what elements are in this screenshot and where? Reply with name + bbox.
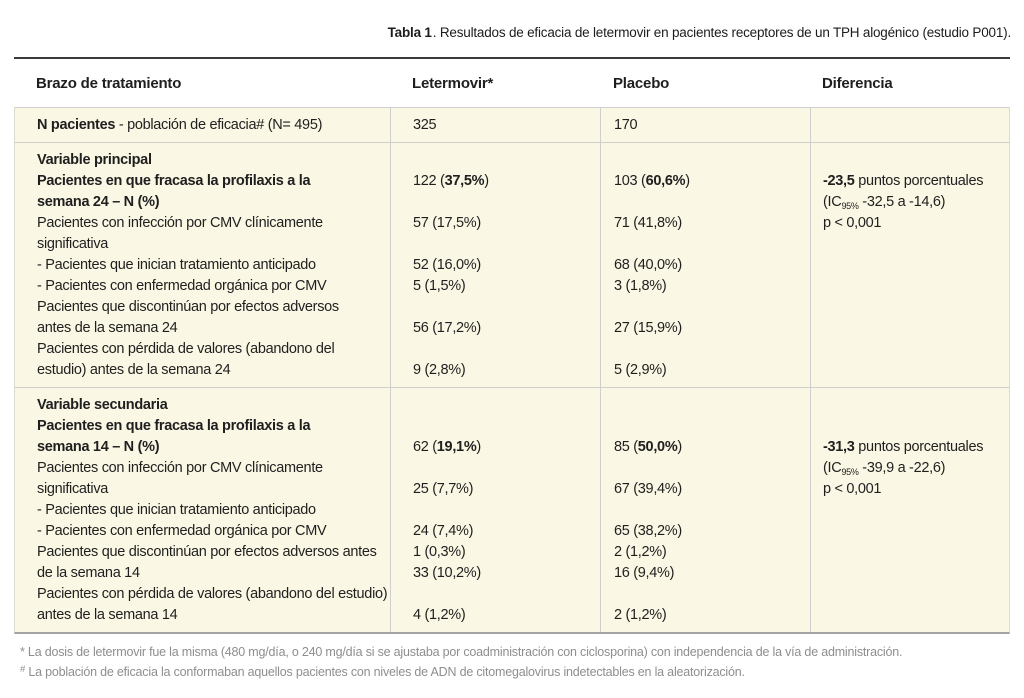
cell-line: semana 14 – N (%) [37, 439, 160, 455]
cell-line: 57 (17,5%) [413, 215, 481, 231]
cell-line: Pacientes con pérdida de valores (abandono del [37, 341, 335, 357]
cell-line [413, 150, 600, 171]
cell-line [823, 416, 1009, 437]
cell-line: 68 (40,0%) [614, 257, 682, 273]
cell-line: Pacientes que discontinúan por efectos adversos [37, 299, 339, 315]
table-title [388, 25, 1011, 40]
cell-line [614, 297, 810, 318]
cell-line: ($IC_{95\%}$ -32,5 a -14,6) [823, 194, 946, 211]
cell-line [614, 339, 810, 360]
cell-line: p < 0,001 [823, 481, 882, 497]
cell-line [614, 458, 810, 479]
cell-difference [810, 388, 1009, 632]
cell-line: 56 (17,2%) [413, 320, 481, 336]
cell-line: Pacientes que discontinúan por efectos adversos antes [37, 544, 377, 560]
cell-line [823, 521, 1009, 542]
cell-line [823, 115, 1009, 136]
cell-line [413, 297, 600, 318]
table-section-variable-secundaria [15, 387, 1009, 632]
footnotes [20, 642, 902, 682]
cell-line: 16 (9,4%) [614, 565, 675, 581]
cell-line [413, 395, 600, 416]
column-header-treatment-arm: Brazo de tratamiento [36, 74, 182, 92]
cell-placebo [600, 143, 810, 387]
footnote-efficacy-population: # La población de eficacia la conformaban aquellos pacientes con niveles de ADN de citomegalovirus indetectables en la aleatorización. [20, 664, 745, 679]
cell-letermovir [390, 388, 600, 632]
cell-line: 62 (19,1%) [413, 439, 481, 455]
cell-treatment-arm [15, 108, 390, 142]
cell-line [614, 192, 810, 213]
table-section-n-pacientes [15, 108, 1009, 142]
column-header-letermovir: Letermovir* [412, 74, 494, 92]
cell-line: antes de la semana 14 [37, 607, 178, 623]
cell-line [823, 563, 1009, 584]
cell-line: - Pacientes con enfermedad orgánica por CMV [37, 278, 327, 294]
cell-line: antes de la semana 24 [37, 320, 178, 336]
cell-line: 52 (16,0%) [413, 257, 481, 273]
cell-line: 67 (39,4%) [614, 481, 682, 497]
cell-line: 2 (1,2%) [614, 544, 667, 560]
cell-placebo [600, 388, 810, 632]
cell-difference [810, 143, 1009, 387]
cell-line: -31,3 puntos porcentuales [823, 439, 984, 455]
cell-line [614, 150, 810, 171]
cell-line [823, 255, 1009, 276]
cell-line: Pacientes con infección por CMV clínicamente [37, 215, 323, 231]
cell-line: 325 [413, 117, 437, 133]
cell-line [823, 500, 1009, 521]
column-header-difference: Diferencia [822, 74, 893, 92]
cell-line [614, 584, 810, 605]
cell-line: 85 (50,0%) [614, 439, 682, 455]
cell-line: 170 [614, 117, 638, 133]
cell-line: 103 (60,6%) [614, 173, 690, 189]
cell-placebo [600, 108, 810, 142]
cell-line: significativa [37, 236, 109, 252]
cell-line: Pacientes en que fracasa la profilaxis a la [37, 173, 311, 189]
cell-line: N pacientes - población de eficacia# (N= 495) [37, 117, 323, 133]
table-header-row [14, 59, 1010, 107]
cell-line [823, 297, 1009, 318]
cell-line: 9 (2,8%) [413, 362, 466, 378]
cell-line [823, 395, 1009, 416]
cell-line: Pacientes en que fracasa la profilaxis a la [37, 418, 311, 434]
cell-line: ($IC_{95\%}$ -39,9 a -22,6) [823, 460, 946, 477]
table-title-number: Tabla 1 [387, 25, 432, 40]
cell-line [413, 416, 600, 437]
cell-line [823, 318, 1009, 339]
cell-line [823, 339, 1009, 360]
cell-difference [810, 108, 1009, 142]
cell-line [614, 416, 810, 437]
cell-line: 25 (7,7%) [413, 481, 474, 497]
footnote-letermovir-dose: * La dosis de letermovir fue la misma (480 mg/día, o 240 mg/día si se ajustaba por coadministración con ciclosporina) con independencia de la vía de administración. [20, 645, 903, 659]
cell-line: 71 (41,8%) [614, 215, 682, 231]
cell-line: Pacientes con infección por CMV clínicamente [37, 460, 323, 476]
cell-line: de la semana 14 [37, 565, 140, 581]
cell-line: 5 (1,5%) [413, 278, 466, 294]
cell-line: 65 (38,2%) [614, 523, 682, 539]
cell-line: Variable principal [37, 152, 152, 168]
cell-line [413, 458, 600, 479]
cell-line: Variable secundaria [37, 397, 168, 413]
efficacy-table [14, 57, 1010, 634]
cell-line [823, 360, 1009, 381]
cell-line: 3 (1,8%) [614, 278, 667, 294]
cell-line: significativa [37, 481, 109, 497]
cell-line [823, 234, 1009, 255]
cell-line [614, 500, 810, 521]
cell-letermovir [390, 108, 600, 142]
cell-line [823, 542, 1009, 563]
cell-line: 27 (15,9%) [614, 320, 682, 336]
cell-line: - Pacientes con enfermedad orgánica por CMV [37, 523, 327, 539]
cell-letermovir [390, 143, 600, 387]
cell-line [614, 395, 810, 416]
cell-treatment-arm [15, 388, 390, 632]
cell-line: semana 24 – N (%) [37, 194, 160, 210]
cell-line: 33 (10,2%) [413, 565, 481, 581]
cell-line [413, 584, 600, 605]
cell-line: 1 (0,3%) [413, 544, 466, 560]
cell-line [823, 584, 1009, 605]
table-section-variable-principal [15, 142, 1009, 387]
cell-line: 5 (2,9%) [614, 362, 667, 378]
cell-line: -23,5 puntos porcentuales [823, 173, 984, 189]
cell-treatment-arm [15, 143, 390, 387]
cell-line [413, 339, 600, 360]
cell-line: - Pacientes que inician tratamiento anticipado [37, 257, 316, 273]
cell-line: p < 0,001 [823, 215, 882, 231]
column-header-placebo: Placebo [613, 74, 670, 92]
cell-line [413, 500, 600, 521]
cell-line: estudio) antes de la semana 24 [37, 362, 231, 378]
table-title-text: . Resultados de eficacia de letermovir en pacientes receptores de un TPH alogénico (estudio P001). [432, 25, 1011, 40]
cell-line: 24 (7,4%) [413, 523, 474, 539]
cell-line: 4 (1,2%) [413, 607, 466, 623]
cell-line: 2 (1,2%) [614, 607, 667, 623]
cell-line [413, 234, 600, 255]
cell-line: 122 (37,5%) [413, 173, 489, 189]
table-body [14, 107, 1010, 634]
cell-line [823, 150, 1009, 171]
cell-line [413, 192, 600, 213]
cell-line [614, 234, 810, 255]
cell-line: Pacientes con pérdida de valores (abandono del estudio) [37, 586, 388, 602]
cell-line [823, 276, 1009, 297]
cell-line: - Pacientes que inician tratamiento anticipado [37, 502, 316, 518]
cell-line [823, 605, 1009, 626]
